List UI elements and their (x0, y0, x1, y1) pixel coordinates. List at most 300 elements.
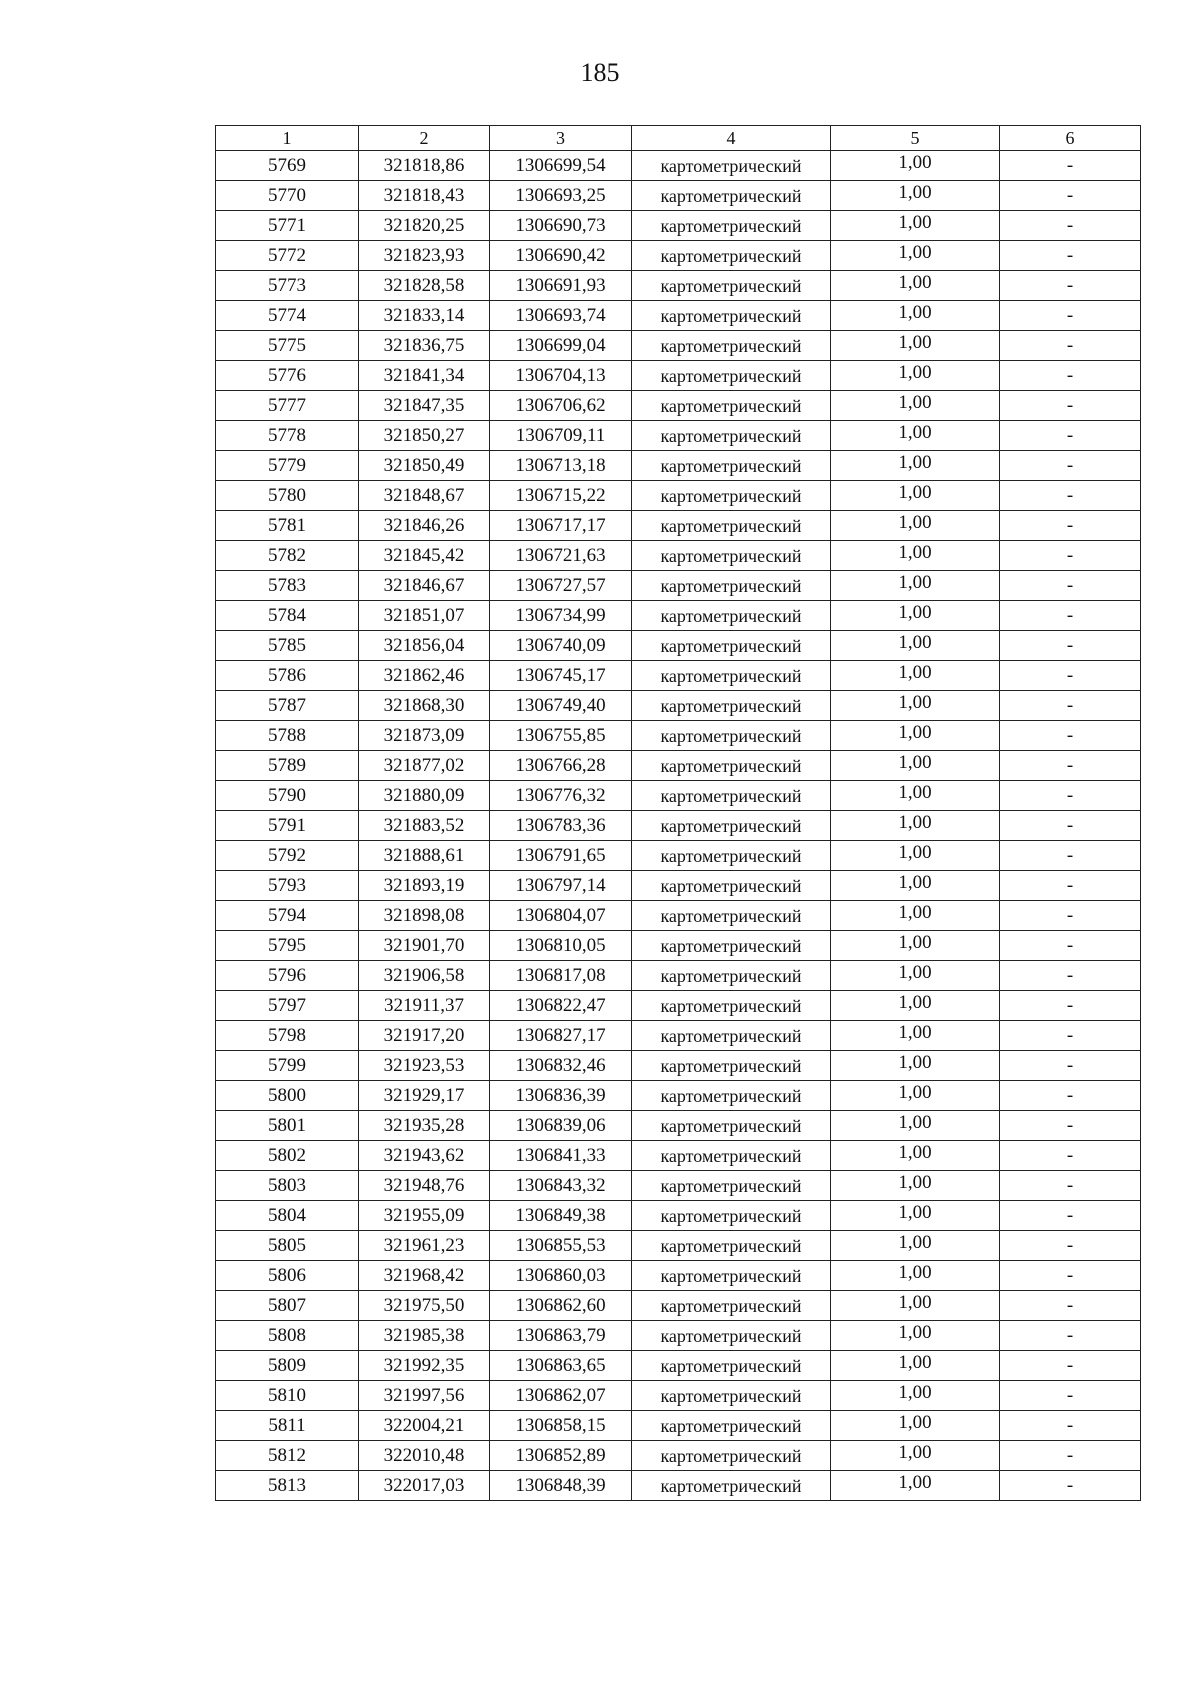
point-number-cell: 5786 (216, 661, 359, 691)
table-row (216, 1231, 1141, 1261)
table-row (216, 781, 1141, 811)
table-row (216, 1471, 1141, 1501)
precision-cell: 1,00 (831, 1021, 1000, 1051)
description-cell: - (1000, 1021, 1141, 1051)
method-cell: картометрический (632, 691, 831, 721)
x-coordinate-cell: 321845,42 (359, 541, 490, 571)
precision-cell: 1,00 (831, 631, 1000, 661)
y-coordinate-cell: 1306848,39 (490, 1471, 632, 1501)
method-cell: картометрический (632, 1081, 831, 1111)
precision-cell: 1,00 (831, 1171, 1000, 1201)
header-cell-y-coordinate: 3 (490, 126, 632, 151)
method-cell: картометрический (632, 1471, 831, 1501)
x-coordinate-cell: 321935,28 (359, 1111, 490, 1141)
y-coordinate-cell: 1306843,32 (490, 1171, 632, 1201)
x-coordinate-cell: 321948,76 (359, 1171, 490, 1201)
y-coordinate-cell: 1306690,42 (490, 241, 632, 271)
y-coordinate-cell: 1306691,93 (490, 271, 632, 301)
x-coordinate-cell: 321997,56 (359, 1381, 490, 1411)
point-number-cell: 5787 (216, 691, 359, 721)
x-coordinate-cell: 321961,23 (359, 1231, 490, 1261)
precision-cell: 1,00 (831, 1411, 1000, 1441)
y-coordinate-cell: 1306713,18 (490, 451, 632, 481)
method-cell: картометрический (632, 481, 831, 511)
point-number-cell: 5802 (216, 1141, 359, 1171)
method-cell: картометрический (632, 361, 831, 391)
point-number-cell: 5777 (216, 391, 359, 421)
point-number-cell: 5769 (216, 151, 359, 181)
description-cell: - (1000, 1141, 1141, 1171)
table-row (216, 931, 1141, 961)
table-row (216, 661, 1141, 691)
description-cell: - (1000, 931, 1141, 961)
y-coordinate-cell: 1306693,25 (490, 181, 632, 211)
table-row (216, 841, 1141, 871)
description-cell: - (1000, 661, 1141, 691)
x-coordinate-cell: 321856,04 (359, 631, 490, 661)
point-number-cell: 5776 (216, 361, 359, 391)
table-row (216, 751, 1141, 781)
x-coordinate-cell: 321975,50 (359, 1291, 490, 1321)
table-body (216, 151, 1141, 1501)
y-coordinate-cell: 1306776,32 (490, 781, 632, 811)
method-cell: картометрический (632, 301, 831, 331)
point-number-cell: 5803 (216, 1171, 359, 1201)
y-coordinate-cell: 1306855,53 (490, 1231, 632, 1261)
method-cell: картометрический (632, 1141, 831, 1171)
table-row (216, 1351, 1141, 1381)
y-coordinate-cell: 1306841,33 (490, 1141, 632, 1171)
y-coordinate-cell: 1306734,99 (490, 601, 632, 631)
precision-cell: 1,00 (831, 661, 1000, 691)
precision-cell: 1,00 (831, 871, 1000, 901)
method-cell: картометрический (632, 211, 831, 241)
precision-cell: 1,00 (831, 181, 1000, 211)
x-coordinate-cell: 321985,38 (359, 1321, 490, 1351)
y-coordinate-cell: 1306817,08 (490, 961, 632, 991)
header-row (216, 126, 1141, 151)
precision-cell: 1,00 (831, 511, 1000, 541)
point-number-cell: 5806 (216, 1261, 359, 1291)
precision-cell: 1,00 (831, 361, 1000, 391)
x-coordinate-cell: 322017,03 (359, 1471, 490, 1501)
table-row (216, 241, 1141, 271)
precision-cell: 1,00 (831, 991, 1000, 1021)
x-coordinate-cell: 321968,42 (359, 1261, 490, 1291)
point-number-cell: 5770 (216, 181, 359, 211)
precision-cell: 1,00 (831, 1081, 1000, 1111)
method-cell: картометрический (632, 1321, 831, 1351)
page-number: 185 (580, 58, 620, 87)
y-coordinate-cell: 1306862,07 (490, 1381, 632, 1411)
point-number-cell: 5792 (216, 841, 359, 871)
header-cell-precision: 5 (831, 126, 1000, 151)
description-cell: - (1000, 901, 1141, 931)
table-row (216, 571, 1141, 601)
y-coordinate-cell: 1306715,22 (490, 481, 632, 511)
precision-cell: 1,00 (831, 451, 1000, 481)
method-cell: картометрический (632, 331, 831, 361)
precision-cell: 1,00 (831, 1381, 1000, 1411)
precision-cell: 1,00 (831, 601, 1000, 631)
point-number-cell: 5774 (216, 301, 359, 331)
description-cell: - (1000, 151, 1141, 181)
table-row (216, 511, 1141, 541)
method-cell: картометрический (632, 721, 831, 751)
table-row (216, 1081, 1141, 1111)
method-cell: картометрический (632, 1051, 831, 1081)
method-cell: картометрический (632, 421, 831, 451)
method-cell: картометрический (632, 901, 831, 931)
x-coordinate-cell: 321850,27 (359, 421, 490, 451)
point-number-cell: 5773 (216, 271, 359, 301)
x-coordinate-cell: 321823,93 (359, 241, 490, 271)
table-row (216, 871, 1141, 901)
description-cell: - (1000, 271, 1141, 301)
description-cell: - (1000, 451, 1141, 481)
precision-cell: 1,00 (831, 1261, 1000, 1291)
point-number-cell: 5813 (216, 1471, 359, 1501)
description-cell: - (1000, 241, 1141, 271)
table-header (216, 126, 1141, 151)
point-number-cell: 5797 (216, 991, 359, 1021)
description-cell: - (1000, 361, 1141, 391)
table-row (216, 1111, 1141, 1141)
y-coordinate-cell: 1306699,54 (490, 151, 632, 181)
method-cell: картометрический (632, 1351, 831, 1381)
x-coordinate-cell: 321846,26 (359, 511, 490, 541)
table-row (216, 181, 1141, 211)
y-coordinate-cell: 1306797,14 (490, 871, 632, 901)
x-coordinate-cell: 321818,86 (359, 151, 490, 181)
description-cell: - (1000, 871, 1141, 901)
precision-cell: 1,00 (831, 211, 1000, 241)
point-number-cell: 5798 (216, 1021, 359, 1051)
y-coordinate-cell: 1306721,63 (490, 541, 632, 571)
x-coordinate-cell: 321888,61 (359, 841, 490, 871)
table-row (216, 1171, 1141, 1201)
description-cell: - (1000, 1231, 1141, 1261)
precision-cell: 1,00 (831, 1111, 1000, 1141)
method-cell: картометрический (632, 1261, 831, 1291)
y-coordinate-cell: 1306804,07 (490, 901, 632, 931)
description-cell: - (1000, 841, 1141, 871)
description-cell: - (1000, 1111, 1141, 1141)
point-number-cell: 5778 (216, 421, 359, 451)
description-cell: - (1000, 1471, 1141, 1501)
x-coordinate-cell: 321880,09 (359, 781, 490, 811)
table-row (216, 271, 1141, 301)
point-number-cell: 5775 (216, 331, 359, 361)
point-number-cell: 5805 (216, 1231, 359, 1261)
table-row (216, 691, 1141, 721)
precision-cell: 1,00 (831, 1231, 1000, 1261)
point-number-cell: 5799 (216, 1051, 359, 1081)
method-cell: картометрический (632, 151, 831, 181)
precision-cell: 1,00 (831, 901, 1000, 931)
description-cell: - (1000, 1441, 1141, 1471)
description-cell: - (1000, 1351, 1141, 1381)
precision-cell: 1,00 (831, 1321, 1000, 1351)
precision-cell: 1,00 (831, 391, 1000, 421)
point-number-cell: 5808 (216, 1321, 359, 1351)
x-coordinate-cell: 321943,62 (359, 1141, 490, 1171)
method-cell: картометрический (632, 1171, 831, 1201)
description-cell: - (1000, 1081, 1141, 1111)
x-coordinate-cell: 321873,09 (359, 721, 490, 751)
x-coordinate-cell: 321833,14 (359, 301, 490, 331)
table-row (216, 631, 1141, 661)
description-cell: - (1000, 781, 1141, 811)
description-cell: - (1000, 1321, 1141, 1351)
description-cell: - (1000, 541, 1141, 571)
method-cell: картометрический (632, 661, 831, 691)
table-row (216, 721, 1141, 751)
x-coordinate-cell: 321847,35 (359, 391, 490, 421)
x-coordinate-cell: 321820,25 (359, 211, 490, 241)
coordinates-table (215, 125, 1141, 1501)
method-cell: картометрический (632, 631, 831, 661)
table-row (216, 1291, 1141, 1321)
method-cell: картометрический (632, 811, 831, 841)
y-coordinate-cell: 1306766,28 (490, 751, 632, 781)
method-cell: картометрический (632, 271, 831, 301)
point-number-cell: 5795 (216, 931, 359, 961)
point-number-cell: 5784 (216, 601, 359, 631)
point-number-cell: 5779 (216, 451, 359, 481)
y-coordinate-cell: 1306822,47 (490, 991, 632, 1021)
precision-cell: 1,00 (831, 721, 1000, 751)
description-cell: - (1000, 1411, 1141, 1441)
table-row (216, 361, 1141, 391)
description-cell: - (1000, 571, 1141, 601)
y-coordinate-cell: 1306699,04 (490, 331, 632, 361)
y-coordinate-cell: 1306693,74 (490, 301, 632, 331)
y-coordinate-cell: 1306832,46 (490, 1051, 632, 1081)
description-cell: - (1000, 331, 1141, 361)
y-coordinate-cell: 1306810,05 (490, 931, 632, 961)
y-coordinate-cell: 1306849,38 (490, 1201, 632, 1231)
x-coordinate-cell: 321836,75 (359, 331, 490, 361)
precision-cell: 1,00 (831, 841, 1000, 871)
y-coordinate-cell: 1306860,03 (490, 1261, 632, 1291)
precision-cell: 1,00 (831, 301, 1000, 331)
point-number-cell: 5783 (216, 571, 359, 601)
method-cell: картометрический (632, 241, 831, 271)
point-number-cell: 5781 (216, 511, 359, 541)
y-coordinate-cell: 1306717,17 (490, 511, 632, 541)
table-row (216, 811, 1141, 841)
header-cell-description: 6 (1000, 126, 1141, 151)
point-number-cell: 5811 (216, 1411, 359, 1441)
y-coordinate-cell: 1306749,40 (490, 691, 632, 721)
method-cell: картометрический (632, 181, 831, 211)
table-row (216, 211, 1141, 241)
point-number-cell: 5804 (216, 1201, 359, 1231)
x-coordinate-cell: 321877,02 (359, 751, 490, 781)
precision-cell: 1,00 (831, 541, 1000, 571)
point-number-cell: 5800 (216, 1081, 359, 1111)
description-cell: - (1000, 961, 1141, 991)
y-coordinate-cell: 1306727,57 (490, 571, 632, 601)
method-cell: картометрический (632, 391, 831, 421)
precision-cell: 1,00 (831, 331, 1000, 361)
description-cell: - (1000, 211, 1141, 241)
y-coordinate-cell: 1306709,11 (490, 421, 632, 451)
method-cell: картометрический (632, 1231, 831, 1261)
y-coordinate-cell: 1306827,17 (490, 1021, 632, 1051)
precision-cell: 1,00 (831, 691, 1000, 721)
y-coordinate-cell: 1306704,13 (490, 361, 632, 391)
point-number-cell: 5807 (216, 1291, 359, 1321)
x-coordinate-cell: 321883,52 (359, 811, 490, 841)
point-number-cell: 5793 (216, 871, 359, 901)
y-coordinate-cell: 1306863,79 (490, 1321, 632, 1351)
x-coordinate-cell: 321901,70 (359, 931, 490, 961)
description-cell: - (1000, 691, 1141, 721)
table-row (216, 1381, 1141, 1411)
table-row (216, 421, 1141, 451)
description-cell: - (1000, 991, 1141, 1021)
description-cell: - (1000, 1291, 1141, 1321)
description-cell: - (1000, 481, 1141, 511)
method-cell: картометрический (632, 1021, 831, 1051)
description-cell: - (1000, 301, 1141, 331)
y-coordinate-cell: 1306791,65 (490, 841, 632, 871)
point-number-cell: 5771 (216, 211, 359, 241)
method-cell: картометрический (632, 991, 831, 1021)
y-coordinate-cell: 1306740,09 (490, 631, 632, 661)
table-row (216, 601, 1141, 631)
x-coordinate-cell: 321868,30 (359, 691, 490, 721)
point-number-cell: 5790 (216, 781, 359, 811)
method-cell: картометрический (632, 511, 831, 541)
precision-cell: 1,00 (831, 271, 1000, 301)
y-coordinate-cell: 1306783,36 (490, 811, 632, 841)
precision-cell: 1,00 (831, 811, 1000, 841)
precision-cell: 1,00 (831, 751, 1000, 781)
description-cell: - (1000, 391, 1141, 421)
x-coordinate-cell: 321906,58 (359, 961, 490, 991)
description-cell: - (1000, 811, 1141, 841)
x-coordinate-cell: 321851,07 (359, 601, 490, 631)
table-row (216, 1051, 1141, 1081)
description-cell: - (1000, 1201, 1141, 1231)
description-cell: - (1000, 1261, 1141, 1291)
y-coordinate-cell: 1306839,06 (490, 1111, 632, 1141)
y-coordinate-cell: 1306858,15 (490, 1411, 632, 1441)
table-row (216, 1021, 1141, 1051)
point-number-cell: 5785 (216, 631, 359, 661)
method-cell: картометрический (632, 451, 831, 481)
description-cell: - (1000, 421, 1141, 451)
method-cell: картометрический (632, 961, 831, 991)
table-row (216, 991, 1141, 1021)
point-number-cell: 5788 (216, 721, 359, 751)
header-cell-x-coordinate: 2 (359, 126, 490, 151)
method-cell: картометрический (632, 601, 831, 631)
x-coordinate-cell: 321862,46 (359, 661, 490, 691)
y-coordinate-cell: 1306690,73 (490, 211, 632, 241)
x-coordinate-cell: 321850,49 (359, 451, 490, 481)
x-coordinate-cell: 321923,53 (359, 1051, 490, 1081)
y-coordinate-cell: 1306755,85 (490, 721, 632, 751)
precision-cell: 1,00 (831, 481, 1000, 511)
precision-cell: 1,00 (831, 1351, 1000, 1381)
x-coordinate-cell: 321893,19 (359, 871, 490, 901)
table-row (216, 1141, 1141, 1171)
point-number-cell: 5809 (216, 1351, 359, 1381)
point-number-cell: 5772 (216, 241, 359, 271)
table-row (216, 961, 1141, 991)
precision-cell: 1,00 (831, 1471, 1000, 1501)
x-coordinate-cell: 321841,34 (359, 361, 490, 391)
header-cell-method: 4 (632, 126, 831, 151)
point-number-cell: 5789 (216, 751, 359, 781)
description-cell: - (1000, 1171, 1141, 1201)
point-number-cell: 5791 (216, 811, 359, 841)
table-row (216, 451, 1141, 481)
method-cell: картометрический (632, 1411, 831, 1441)
precision-cell: 1,00 (831, 781, 1000, 811)
y-coordinate-cell: 1306706,62 (490, 391, 632, 421)
precision-cell: 1,00 (831, 1201, 1000, 1231)
point-number-cell: 5810 (216, 1381, 359, 1411)
table-row (216, 481, 1141, 511)
table-row (216, 1441, 1141, 1471)
table-row (216, 1201, 1141, 1231)
table-row (216, 1321, 1141, 1351)
method-cell: картометрический (632, 751, 831, 781)
table-row (216, 301, 1141, 331)
x-coordinate-cell: 321929,17 (359, 1081, 490, 1111)
y-coordinate-cell: 1306745,17 (490, 661, 632, 691)
x-coordinate-cell: 321911,37 (359, 991, 490, 1021)
x-coordinate-cell: 321848,67 (359, 481, 490, 511)
point-number-cell: 5794 (216, 901, 359, 931)
method-cell: картометрический (632, 871, 831, 901)
y-coordinate-cell: 1306863,65 (490, 1351, 632, 1381)
table-row (216, 331, 1141, 361)
method-cell: картометрический (632, 1441, 831, 1471)
x-coordinate-cell: 321828,58 (359, 271, 490, 301)
method-cell: картометрический (632, 1201, 831, 1231)
description-cell: - (1000, 751, 1141, 781)
precision-cell: 1,00 (831, 421, 1000, 451)
x-coordinate-cell: 321846,67 (359, 571, 490, 601)
method-cell: картометрический (632, 1111, 831, 1141)
method-cell: картометрический (632, 1381, 831, 1411)
description-cell: - (1000, 631, 1141, 661)
description-cell: - (1000, 1051, 1141, 1081)
y-coordinate-cell: 1306852,89 (490, 1441, 632, 1471)
x-coordinate-cell: 321955,09 (359, 1201, 490, 1231)
method-cell: картометрический (632, 781, 831, 811)
precision-cell: 1,00 (831, 1051, 1000, 1081)
x-coordinate-cell: 321898,08 (359, 901, 490, 931)
precision-cell: 1,00 (831, 1291, 1000, 1321)
precision-cell: 1,00 (831, 241, 1000, 271)
description-cell: - (1000, 1381, 1141, 1411)
point-number-cell: 5780 (216, 481, 359, 511)
precision-cell: 1,00 (831, 151, 1000, 181)
point-number-cell: 5801 (216, 1111, 359, 1141)
table-row (216, 541, 1141, 571)
precision-cell: 1,00 (831, 931, 1000, 961)
precision-cell: 1,00 (831, 1141, 1000, 1171)
x-coordinate-cell: 322010,48 (359, 1441, 490, 1471)
x-coordinate-cell: 321818,43 (359, 181, 490, 211)
